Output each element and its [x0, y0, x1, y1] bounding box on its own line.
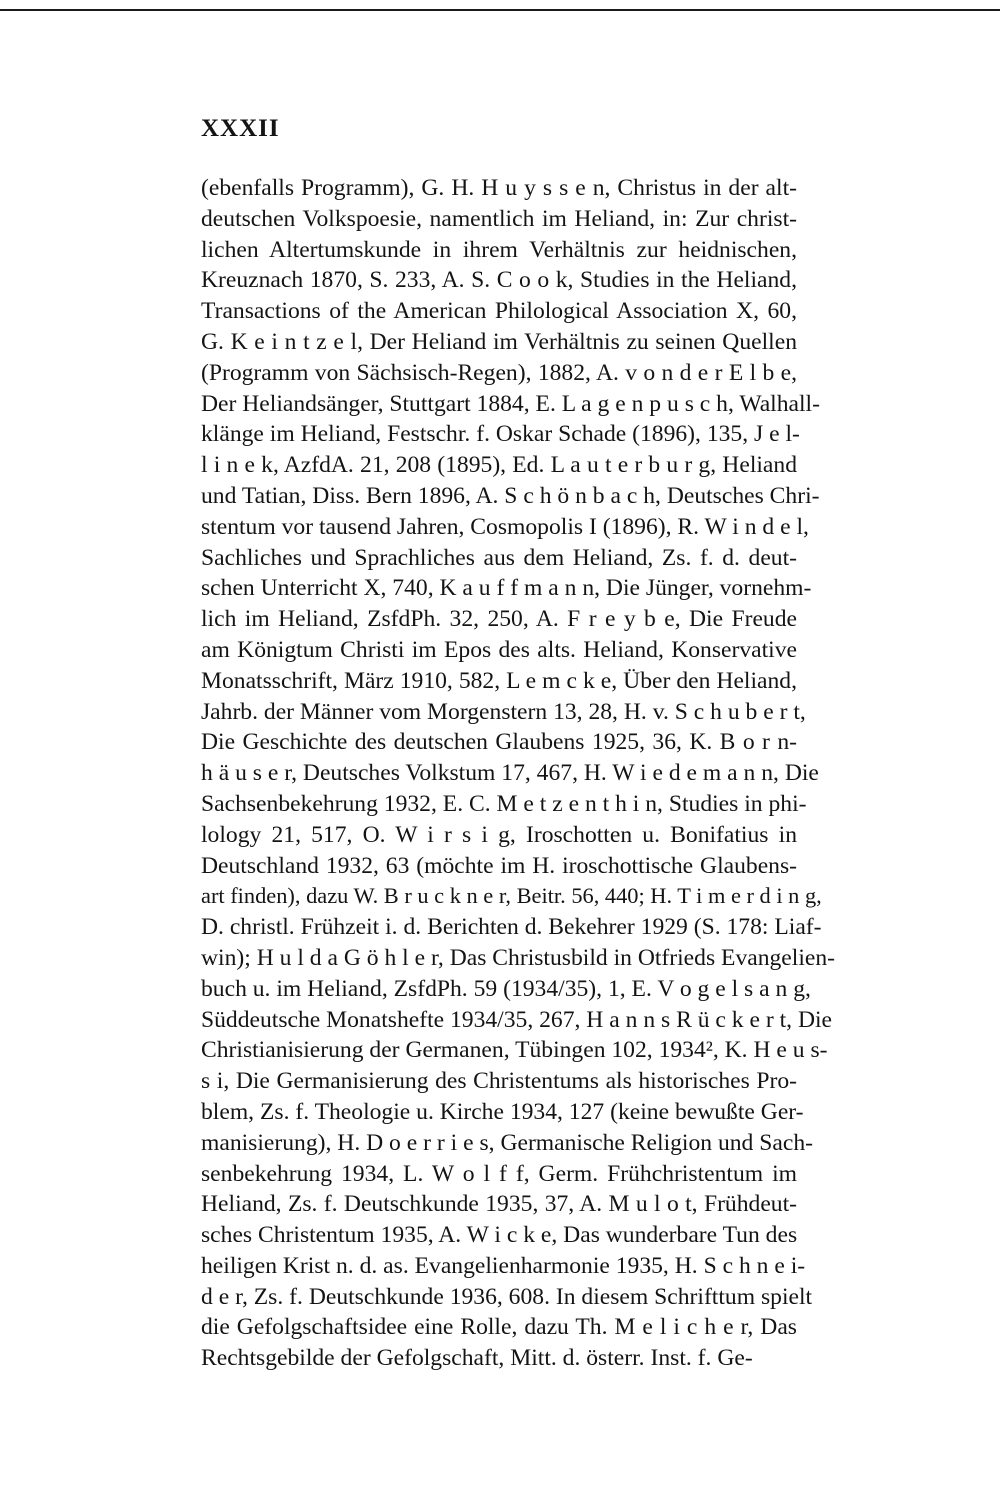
body-text — [201, 173, 836, 1374]
text-line: klänge im Heliand, Festschr. f. Oskar Schade (1896), 135, J e l- — [201, 421, 800, 448]
text-line: Heliand, Zs. f. Deutschkunde 1935, 37, A. M u l o t, Frühdeut- — [201, 1191, 797, 1218]
text-line: (Programm von Sächsisch-Regen), 1882, A. v o n d e r E l b e, — [201, 359, 797, 386]
top-border-rule — [0, 9, 1000, 11]
text-line: Sachsenbekehrung 1932, E. C. M e t z e n t h i n, Studies in phi- — [201, 790, 807, 817]
text-line: h ä u s e r, Deutsches Volkstum 17, 467, H. W i e d e m a n n, Die — [201, 760, 819, 787]
text-line: lichen Altertumskunde in ihrem Verhältnis zur heidnischen, — [201, 236, 797, 263]
text-line: lology 21, 517, O. W i r s i g, Iroschotten u. Bonifatius in — [201, 821, 797, 848]
text-line: sches Christentum 1935, A. W i c k e, Das wunderbare Tun des — [201, 1222, 798, 1249]
text-line: l i n e k, AzfdA. 21, 208 (1895), Ed. L a u t e r b u r g, Heliand — [201, 452, 797, 479]
text-line: Sachliches und Sprachliches aus dem Heliand, Zs. f. d. deut- — [201, 544, 797, 571]
text-line: stentum vor tausend Jahren, Cosmopolis I (1896), R. W i n d e l, — [201, 513, 809, 540]
text-line: win); H u l d a G ö h l e r, Das Christusbild in Otfrieds Evangelien- — [201, 944, 836, 971]
text-line: G. K e i n t z e l, Der Heliand im Verhältnis zu seinen Quellen — [201, 328, 797, 355]
text-line: Deutschland 1932, 63 (möchte im H. iroschottische Glaubens- — [201, 852, 797, 879]
text-line: d e r, Zs. f. Deutschkunde 1936, 608. In diesem Schrifttum spielt — [201, 1283, 813, 1310]
text-line: buch u. im Heliand, ZsfdPh. 59 (1934/35), 1, E. V o g e l s a n g, — [201, 975, 811, 1002]
text-line: Der Heliandsänger, Stuttgart 1884, E. L a g e n p u s c h, Walhall- — [201, 390, 820, 417]
text-line: Süddeutsche Monatshefte 1934/35, 267, H a n n s R ü c k e r t, Die — [201, 1006, 833, 1033]
text-line: manisierung), H. D o e r r i e s, Germanische Religion und Sach- — [201, 1129, 813, 1156]
text-line: Die Geschichte des deutschen Glaubens 1925, 36, K. B o r n- — [201, 729, 797, 756]
text-line: art finden), dazu W. B r u c k n e r, Beitr. 56, 440; H. T i m e r d i n g, — [201, 883, 822, 909]
text-line: heiligen Krist n. d. as. Evangelienharmonie 1935, H. S c h n e i- — [201, 1252, 806, 1279]
page-number: XXXII — [201, 115, 280, 142]
text-line: Transactions of the American Philological Association X, 60, — [201, 298, 797, 325]
text-line: am Königtum Christi im Epos des alts. Heliand, Konservative — [201, 636, 797, 663]
text-line: Rechtsgebilde der Gefolgschaft, Mitt. d. österr. Inst. f. Ge- — [201, 1345, 753, 1372]
text-line: Kreuznach 1870, S. 233, A. S. C o o k, Studies in the Heliand, — [201, 267, 797, 294]
text-line: Monatsschrift, März 1910, 582, L e m c k e, Über den Heliand, — [201, 667, 797, 694]
text-line: s i, Die Germanisierung des Christentums als historisches Pro- — [201, 1068, 797, 1095]
text-line: (ebenfalls Programm), G. H. H u y s s e n, Christus in der alt- — [201, 175, 797, 201]
text-line: und Tatian, Diss. Bern 1896, A. S c h ö n b a c h, Deutsches Chri- — [201, 482, 820, 509]
text-line: schen Unterricht X, 740, K a u f f m a n n, Die Jünger, vornehm- — [201, 575, 812, 602]
text-line: senbekehrung 1934, L. W o l f f, Germ. Frühchristentum im — [201, 1160, 797, 1187]
text-line: Christianisierung der Germanen, Tübingen 102, 1934², K. H e u s- — [201, 1037, 828, 1064]
text-line: lich im Heliand, ZsfdPh. 32, 250, A. F r e y b e, Die Freude — [201, 606, 797, 633]
text-line: Jahrb. der Männer vom Morgenstern 13, 28, H. v. S c h u b e r t, — [201, 698, 806, 725]
text-line: die Gefolgschaftsidee eine Rolle, dazu Th. M e l i c h e r, Das — [201, 1314, 797, 1341]
text-line: D. christl. Frühzeit i. d. Berichten d. Bekehrer 1929 (S. 178: Liaf- — [201, 914, 822, 941]
text-line: blem, Zs. f. Theologie u. Kirche 1934, 127 (keine bewußte Ger- — [201, 1098, 804, 1125]
text-line: deutschen Volkspoesie, namentlich im Heliand, in: Zur christ- — [201, 205, 797, 232]
